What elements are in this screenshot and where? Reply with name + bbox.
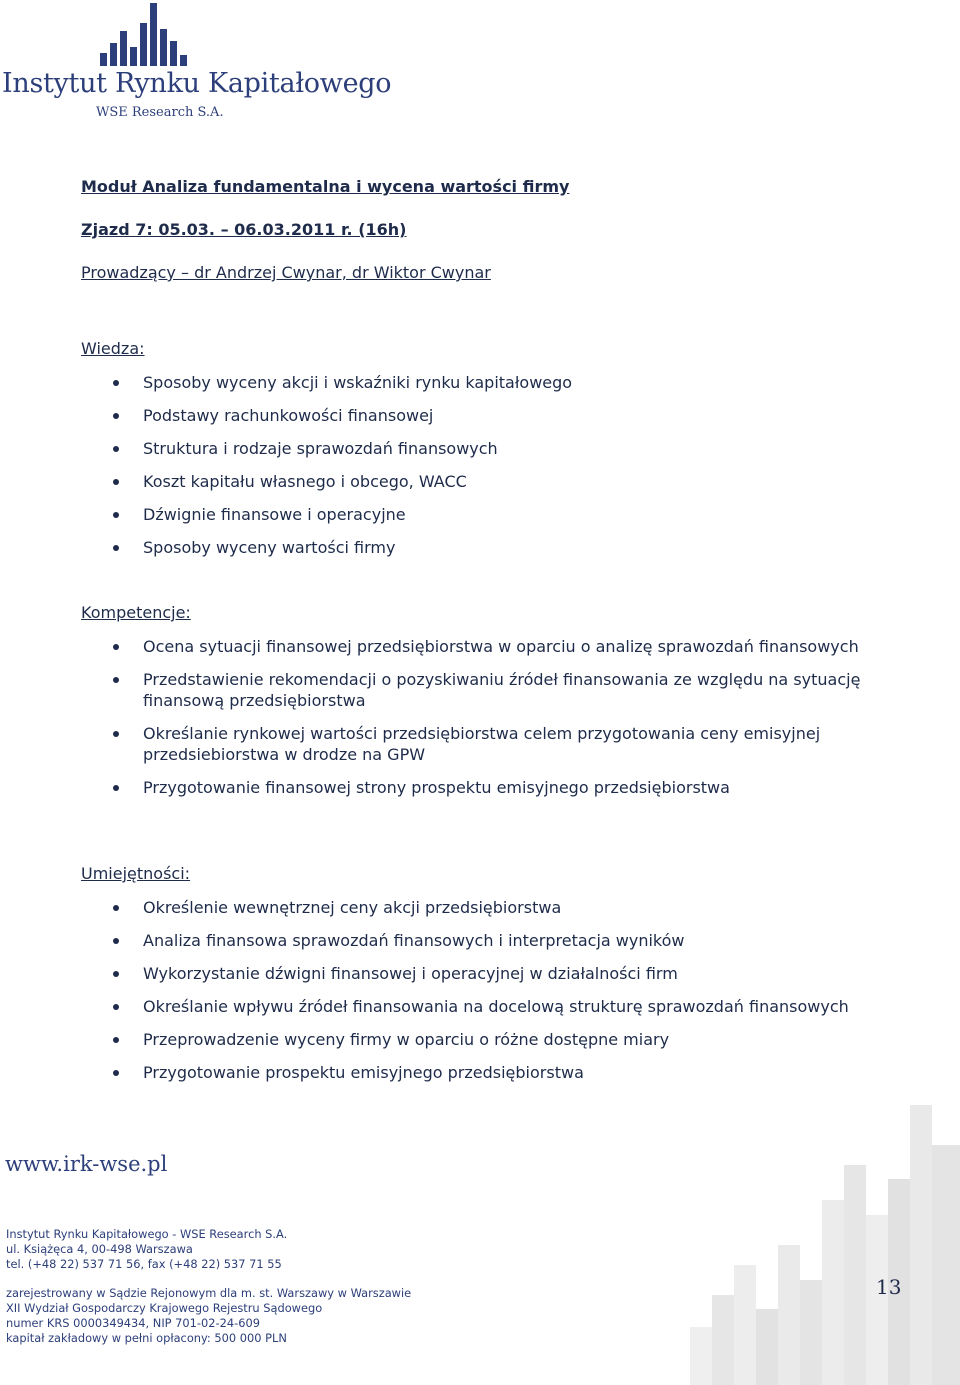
section-title-kompetencje: Kompetencje:: [81, 603, 191, 622]
list-item: Podstawy rachunkowości finansowej: [81, 405, 891, 426]
instructors: Prowadzący – dr Andrzej Cwynar, dr Wiktor Cwynar: [81, 263, 491, 282]
footer-company-info: [6, 1227, 411, 1346]
list-item: Określanie wpływu źródeł finansowania na docelową strukturę sprawozdań finansowych: [81, 996, 891, 1017]
list-item: Analiza finansowa sprawozdań finansowych i interpretacja wyników: [81, 930, 891, 951]
list-item: Przedstawienie rekomendacji o pozyskiwaniu źródeł finansowania ze względu na sytuację finansową przedsiębiorstwa: [81, 669, 891, 711]
list-item: Sposoby wyceny akcji i wskaźniki rynku kapitałowego: [81, 372, 891, 393]
footer-company: Instytut Rynku Kapitałowego - WSE Research S.A.: [6, 1227, 288, 1241]
footer-spacer: [6, 1272, 411, 1286]
footer-website: www.irk-wse.pl: [5, 1152, 168, 1176]
footer-register: XII Wydział Gospodarczy Krajowego Rejestru Sądowego: [6, 1301, 323, 1315]
section-title-wiedza: Wiedza:: [81, 339, 145, 358]
logo-subtitle: WSE Research S.A.: [96, 105, 224, 120]
wiedza-list: [81, 372, 891, 558]
page-number: 13: [876, 1275, 902, 1299]
section-title-umiejetnosci: Umiejętności:: [81, 864, 191, 883]
list-item: Określanie rynkowej wartości przedsiębiorstwa celem przygotowania ceny emisyjnej przedsiebiorstwa w drodze na GPW: [81, 723, 891, 765]
kompetencje-list: [81, 636, 891, 798]
list-item: Przygotowanie finansowej strony prospektu emisyjnego przedsiębiorstwa: [81, 777, 891, 798]
session-info: Zjazd 7: 05.03. – 06.03.2011 r. (16h): [81, 220, 407, 239]
list-item: Wykorzystanie dźwigni finansowej i operacyjnej w działalności firm: [81, 963, 891, 984]
list-item: Sposoby wyceny wartości firmy: [81, 537, 891, 558]
module-title: Moduł Analiza fundamentalna i wycena wartości firmy: [81, 177, 570, 196]
footer-phone: tel. (+48 22) 537 71 56, fax (+48 22) 537 71 55: [6, 1257, 282, 1271]
logo: [0, 0, 392, 125]
footer-decorative-bars: [690, 1105, 960, 1385]
logo-bars-icon: [100, 3, 190, 68]
list-item: Ocena sytuacji finansowej przedsiębiorstwa w oparciu o analizę sprawozdań finansowych: [81, 636, 891, 657]
list-item: Dźwignie finansowe i operacyjne: [81, 504, 891, 525]
footer-address: ul. Książęca 4, 00-498 Warszawa: [6, 1242, 193, 1256]
footer-krs-nip: numer KRS 0000349434, NIP 701-02-24-609: [6, 1316, 260, 1330]
list-item: Przeprowadzenie wyceny firmy w oparciu o różne dostępne miary: [81, 1029, 891, 1050]
list-item: Struktura i rodzaje sprawozdań finansowych: [81, 438, 891, 459]
footer-court: zarejestrowany w Sądzie Rejonowym dla m. st. Warszawy w Warszawie: [6, 1286, 412, 1300]
footer-capital: kapitał zakładowy w pełni opłacony: 500 000 PLN: [6, 1331, 287, 1345]
list-item: Koszt kapitału własnego i obcego, WACC: [81, 471, 891, 492]
list-item: Przygotowanie prospektu emisyjnego przedsiębiorstwa: [81, 1062, 891, 1083]
list-item: Określenie wewnętrznej ceny akcji przedsiębiorstwa: [81, 897, 891, 918]
logo-name: Instytut Rynku Kapitałowego: [2, 68, 392, 99]
umiejetnosci-list: [81, 897, 891, 1083]
